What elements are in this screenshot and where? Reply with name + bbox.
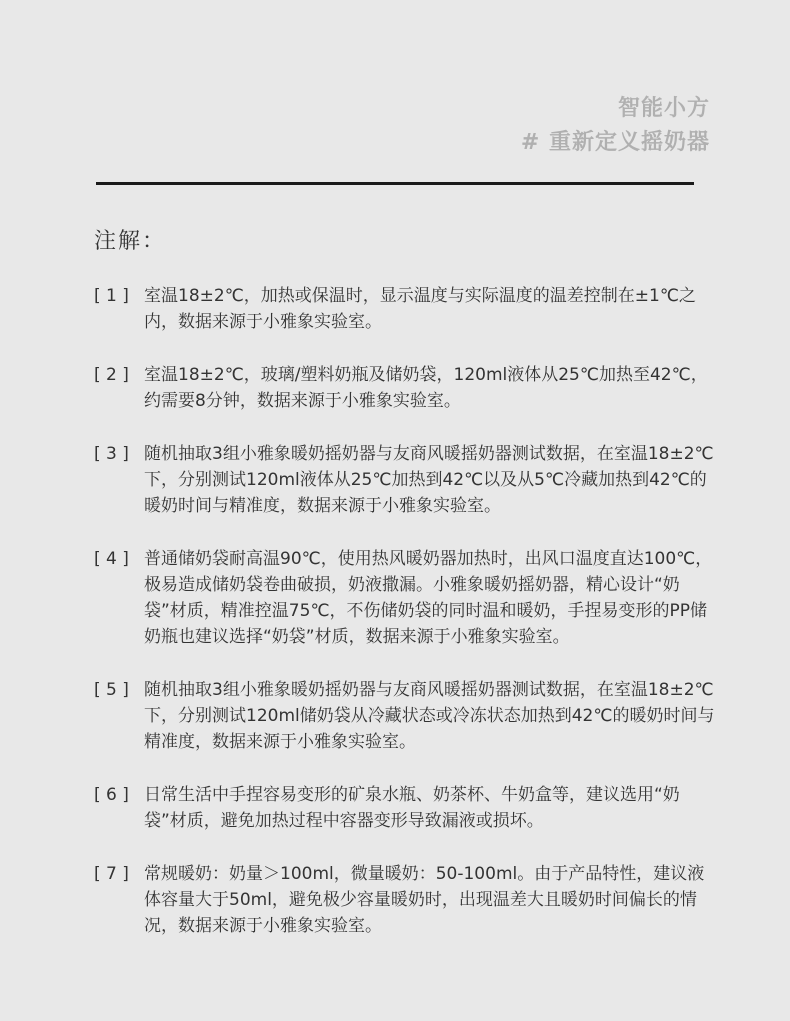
note-item-4 [94,546,734,650]
note-item-5 [94,677,734,755]
note-number: [ 5 ] [94,680,129,700]
note-number: [ 6 ] [94,785,129,805]
note-item-1 [94,283,734,335]
note-text: 随机抽取3组小雅象暖奶摇奶器与友商风暖摇奶器测试数据，在室温18±2℃下，分别测试120ml储奶袋从冷藏状态或冷冻状态加热到42℃的暖奶时间与精准度，数据来源于小雅象实验室。 [144,680,715,752]
note-item-2 [94,362,734,414]
notes-heading: 注解： [94,229,167,254]
note-number: [ 4 ] [94,549,129,569]
brand-block [521,92,710,160]
note-number: [ 1 ] [94,286,129,306]
note-number: [ 3 ] [94,444,129,464]
note-item-7 [94,861,734,939]
note-text: 普通储奶袋耐高温90℃，使用热风暖奶器加热时，出风口温度直达100℃，极易造成储奶袋卷曲破损，奶液撒漏。小雅象暖奶摇奶器，精心设计“奶袋”材质，精准控温75℃，不伤储奶袋的同时温和暖奶，手捏易变形的PP储奶瓶也建议选择“奶袋”材质，数据来源于小雅象实验室。 [144,549,713,647]
header-divider [96,182,694,185]
brand-subtitle: # 重新定义摇奶器 [520,130,710,155]
note-text: 常规暖奶：奶量＞100ml，微量暖奶：50-100ml。由于产品特性，建议液体容量大于50ml，避免极少容量暖奶时，出现温差大且暖奶时间偏长的情况，数据来源于小雅象实验室。 [144,864,705,936]
note-item-3 [94,441,734,519]
note-number: [ 7 ] [94,864,129,884]
note-text: 室温18±2℃，加热或保温时，显示温度与实际温度的温差控制在±1℃之内，数据来源于小雅象实验室。 [144,286,696,332]
note-text: 室温18±2℃，玻璃/塑料奶瓶及储奶袋，120ml液体从25℃加热至42℃，约需要8分钟，数据来源于小雅象实验室。 [144,365,708,411]
brand-title: 智能小方 [617,96,710,121]
note-number: [ 2 ] [94,365,129,385]
note-item-6 [94,782,734,834]
note-text: 随机抽取3组小雅象暖奶摇奶器与友商风暖摇奶器测试数据，在室温18±2℃下，分别测试120ml液体从25℃加热到42℃以及从5℃冷藏加热到42℃的暖奶时间与精准度，数据来源于小雅象实验室。 [144,444,714,516]
note-text: 日常生活中手捏容易变形的矿泉水瓶、奶茶杯、牛奶盒等，建议选用“奶袋”材质，避免加热过程中容器变形导致漏液或损坏。 [144,785,680,831]
notes-list [94,283,734,966]
